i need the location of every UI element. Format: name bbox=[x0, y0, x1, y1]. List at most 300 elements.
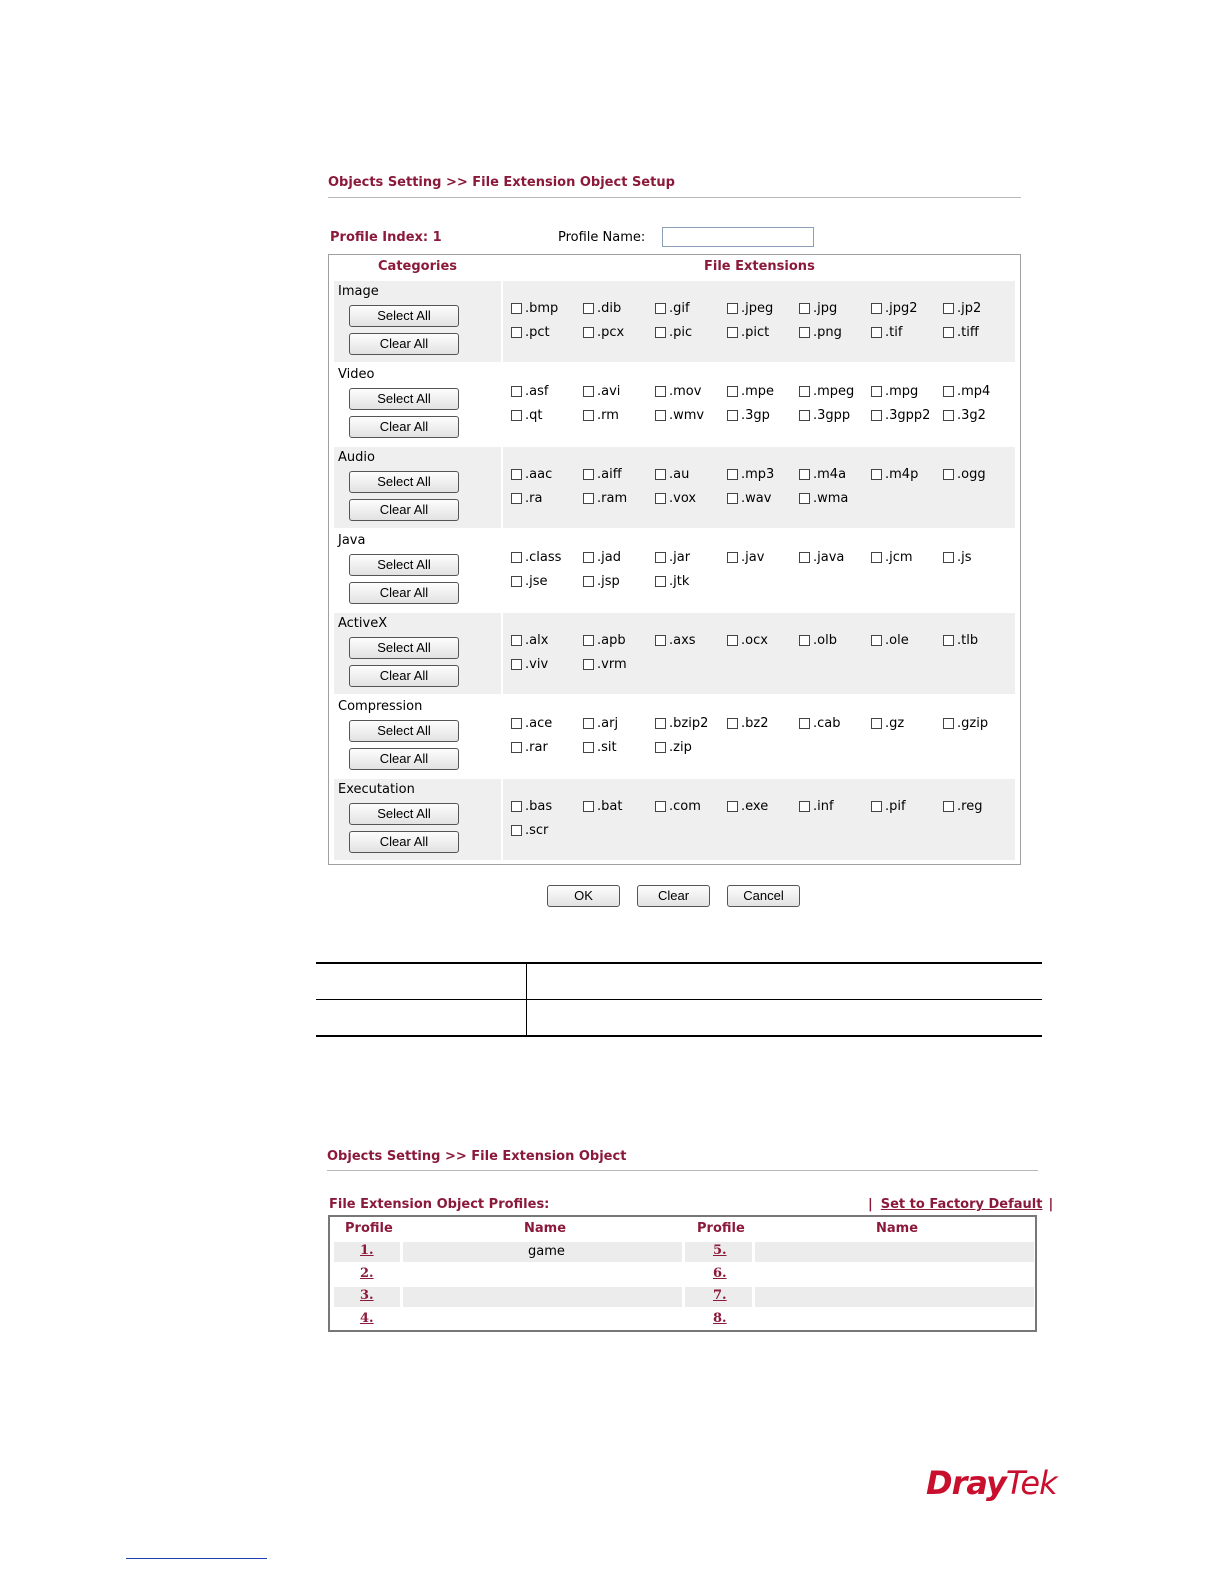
checkbox-box[interactable] bbox=[799, 493, 810, 504]
extension-checkbox[interactable] bbox=[727, 408, 770, 423]
extension-checkbox[interactable] bbox=[511, 467, 552, 482]
name-cell bbox=[403, 1310, 682, 1330]
extension-label: .bzip2 bbox=[669, 716, 709, 731]
extension-label: .pict bbox=[741, 325, 770, 340]
extension-checkbox[interactable] bbox=[655, 716, 708, 731]
extension-label: .qt bbox=[525, 408, 543, 423]
table-column-divider bbox=[526, 964, 527, 1035]
checkbox-box[interactable] bbox=[583, 493, 594, 504]
extension-checkbox[interactable] bbox=[727, 550, 764, 565]
clear-all-button[interactable]: Clear All bbox=[349, 748, 459, 770]
extension-label: .pic bbox=[669, 325, 693, 340]
extension-checkbox[interactable] bbox=[511, 716, 552, 731]
name-cell bbox=[755, 1265, 1034, 1285]
separator: | bbox=[1048, 1197, 1054, 1212]
extension-label: .ace bbox=[525, 716, 553, 731]
checkbox-box[interactable] bbox=[799, 469, 810, 480]
checkbox-box[interactable] bbox=[943, 327, 954, 338]
profile-name: game bbox=[528, 1244, 565, 1259]
extension-checkbox[interactable] bbox=[799, 799, 834, 814]
checkbox-box[interactable] bbox=[583, 576, 594, 587]
profile-link[interactable]: 5. bbox=[713, 1243, 727, 1258]
checkbox-box[interactable] bbox=[655, 576, 666, 587]
extension-label: .wma bbox=[813, 491, 849, 506]
checkbox-box[interactable] bbox=[511, 742, 522, 753]
checkbox-box[interactable] bbox=[943, 469, 954, 480]
extension-checkbox[interactable] bbox=[943, 325, 979, 340]
checkbox-box[interactable] bbox=[583, 327, 594, 338]
extension-cell bbox=[503, 530, 1015, 611]
checkbox-box[interactable] bbox=[727, 718, 738, 729]
extension-checkbox[interactable] bbox=[583, 467, 622, 482]
checkbox-box[interactable] bbox=[583, 552, 594, 563]
extension-label: .jp2 bbox=[957, 301, 982, 316]
checkbox-box[interactable] bbox=[727, 469, 738, 480]
category-cell bbox=[334, 779, 501, 860]
list-breadcrumb: Objects Setting >> File Extension Object bbox=[327, 1149, 627, 1164]
table-top-rule bbox=[316, 962, 1042, 964]
checkbox-box[interactable] bbox=[871, 635, 882, 646]
extension-checkbox[interactable] bbox=[943, 716, 988, 731]
checkbox-box[interactable] bbox=[655, 718, 666, 729]
extension-label: .viv bbox=[525, 657, 549, 672]
extension-checkbox[interactable] bbox=[511, 799, 552, 814]
extension-checkbox[interactable] bbox=[871, 467, 918, 482]
extension-label: .jtk bbox=[669, 574, 690, 589]
extension-cell bbox=[503, 447, 1015, 528]
extension-checkbox[interactable] bbox=[583, 408, 619, 423]
extension-checkbox[interactable] bbox=[727, 491, 771, 506]
extension-checkbox[interactable] bbox=[727, 716, 768, 731]
category-cell bbox=[334, 613, 501, 694]
extension-label: .tlb bbox=[957, 633, 979, 648]
profile-name-input[interactable] bbox=[662, 227, 814, 247]
extension-label: .mp3 bbox=[741, 467, 775, 482]
clear-all-button[interactable]: Clear All bbox=[349, 665, 459, 687]
profile-index: Profile Index: 1 bbox=[330, 230, 442, 245]
profile-link[interactable]: 7. bbox=[713, 1288, 727, 1303]
checkbox-box[interactable] bbox=[583, 742, 594, 753]
ok-button[interactable]: OK bbox=[547, 885, 620, 907]
profile-link[interactable]: 3. bbox=[360, 1288, 374, 1303]
extension-label: .mov bbox=[669, 384, 702, 399]
extension-checkbox[interactable] bbox=[655, 325, 692, 340]
extension-checkbox[interactable] bbox=[799, 491, 848, 506]
extension-checkbox[interactable] bbox=[871, 384, 918, 399]
checkbox-box[interactable] bbox=[511, 303, 522, 314]
name-cell bbox=[755, 1242, 1034, 1262]
extension-checkbox[interactable] bbox=[655, 408, 704, 423]
extension-checkbox[interactable] bbox=[655, 550, 690, 565]
col-header-name: Name bbox=[876, 1221, 919, 1236]
extension-label: .scr bbox=[525, 823, 549, 838]
profile-link[interactable]: 4. bbox=[360, 1311, 374, 1326]
extension-checkbox[interactable] bbox=[511, 657, 548, 672]
extension-checkbox[interactable] bbox=[799, 384, 854, 399]
profile-link[interactable]: 6. bbox=[713, 1266, 727, 1281]
extension-label: .mp4 bbox=[957, 384, 991, 399]
checkbox-box[interactable] bbox=[799, 386, 810, 397]
checkbox-box[interactable] bbox=[583, 801, 594, 812]
categories-header: Categories bbox=[378, 259, 458, 274]
logo-text-tek: Tek bbox=[1005, 1464, 1057, 1502]
col-header-profile: Profile bbox=[697, 1221, 745, 1236]
extension-checkbox[interactable] bbox=[583, 325, 624, 340]
extension-label: .sit bbox=[597, 740, 617, 755]
extension-label: .jad bbox=[597, 550, 621, 565]
extension-checkbox[interactable] bbox=[583, 384, 620, 399]
extension-cell bbox=[503, 779, 1015, 860]
extension-label: .bas bbox=[525, 799, 553, 814]
checkbox-box[interactable] bbox=[871, 718, 882, 729]
extension-checkbox[interactable] bbox=[511, 408, 542, 423]
extension-checkbox[interactable] bbox=[511, 491, 542, 506]
extension-cell bbox=[503, 696, 1015, 777]
checkbox-box[interactable] bbox=[655, 801, 666, 812]
logo-text-dray: Dray bbox=[926, 1464, 1006, 1502]
checkbox-box[interactable] bbox=[943, 718, 954, 729]
extension-checkbox[interactable] bbox=[799, 408, 850, 423]
checkbox-box[interactable] bbox=[727, 410, 738, 421]
extension-label: .com bbox=[669, 799, 701, 814]
select-all-button[interactable]: Select All bbox=[349, 803, 459, 825]
extension-label: .ole bbox=[885, 633, 909, 648]
checkbox-box[interactable] bbox=[655, 635, 666, 646]
checkbox-box[interactable] bbox=[943, 801, 954, 812]
checkbox-box[interactable] bbox=[943, 386, 954, 397]
checkbox-box[interactable] bbox=[799, 327, 810, 338]
extension-label: .3g2 bbox=[957, 408, 986, 423]
extension-checkbox[interactable] bbox=[583, 574, 620, 589]
extension-checkbox[interactable] bbox=[655, 491, 696, 506]
extension-label: .olb bbox=[813, 633, 837, 648]
table-bottom-rule bbox=[316, 1035, 1042, 1037]
extension-checkbox[interactable] bbox=[727, 325, 769, 340]
profile-link[interactable]: 1. bbox=[360, 1243, 374, 1258]
extension-checkbox[interactable] bbox=[583, 491, 627, 506]
select-all-button[interactable]: Select All bbox=[349, 388, 459, 410]
checkbox-box[interactable] bbox=[511, 469, 522, 480]
extension-checkbox[interactable] bbox=[943, 467, 986, 482]
extension-label: .rm bbox=[597, 408, 619, 423]
extension-label: .jpg bbox=[813, 301, 838, 316]
checkbox-box[interactable] bbox=[727, 386, 738, 397]
extension-label: .cab bbox=[813, 716, 841, 731]
checkbox-box[interactable] bbox=[871, 303, 882, 314]
extension-checkbox[interactable] bbox=[511, 823, 548, 838]
extension-checkbox[interactable] bbox=[871, 633, 909, 648]
checkbox-box[interactable] bbox=[511, 386, 522, 397]
profile-link[interactable]: 8. bbox=[713, 1311, 727, 1326]
extension-checkbox[interactable] bbox=[511, 633, 548, 648]
table-row bbox=[334, 1287, 1034, 1307]
extension-checkbox[interactable] bbox=[871, 408, 930, 423]
extension-label: .rar bbox=[525, 740, 548, 755]
extension-label: .avi bbox=[597, 384, 621, 399]
extension-checkbox[interactable] bbox=[871, 799, 906, 814]
extension-checkbox[interactable] bbox=[583, 657, 627, 672]
checkbox-box[interactable] bbox=[871, 469, 882, 480]
checkbox-box[interactable] bbox=[727, 801, 738, 812]
extension-cell bbox=[503, 613, 1015, 694]
select-all-button[interactable]: Select All bbox=[349, 305, 459, 327]
extension-checkbox[interactable] bbox=[871, 325, 902, 340]
extension-label: .gif bbox=[669, 301, 690, 316]
extension-checkbox[interactable] bbox=[655, 467, 689, 482]
extension-label: .vrm bbox=[597, 657, 627, 672]
extension-label: .wmv bbox=[669, 408, 705, 423]
checkbox-box[interactable] bbox=[727, 303, 738, 314]
separator: | bbox=[868, 1197, 873, 1212]
checkbox-box[interactable] bbox=[799, 718, 810, 729]
category-name: Image bbox=[338, 284, 379, 299]
extension-label: .bmp bbox=[525, 301, 559, 316]
checkbox-box[interactable] bbox=[583, 659, 594, 670]
checkbox-box[interactable] bbox=[655, 303, 666, 314]
extension-checkbox[interactable] bbox=[799, 301, 837, 316]
extension-label: .class bbox=[525, 550, 562, 565]
extension-checkbox[interactable] bbox=[655, 633, 696, 648]
checkbox-box[interactable] bbox=[943, 552, 954, 563]
extension-label: .js bbox=[957, 550, 972, 565]
extension-checkbox[interactable] bbox=[511, 325, 550, 340]
extension-checkbox[interactable] bbox=[511, 740, 548, 755]
extension-checkbox[interactable] bbox=[655, 574, 689, 589]
category-name: Executation bbox=[338, 782, 415, 797]
category-name: Compression bbox=[338, 699, 423, 714]
checkbox-box[interactable] bbox=[511, 801, 522, 812]
extension-label: .apb bbox=[597, 633, 626, 648]
extension-label: .gzip bbox=[957, 716, 989, 731]
extension-label: .m4p bbox=[885, 467, 919, 482]
extension-label: .gz bbox=[885, 716, 905, 731]
extension-checkbox[interactable] bbox=[583, 301, 621, 316]
extension-label: .mpeg bbox=[813, 384, 855, 399]
extension-checkbox[interactable] bbox=[943, 550, 972, 565]
name-cell bbox=[403, 1265, 682, 1285]
category-cell bbox=[334, 696, 501, 777]
clear-all-button[interactable]: Clear All bbox=[349, 831, 459, 853]
extension-checkbox[interactable] bbox=[583, 716, 618, 731]
extension-label: .pcx bbox=[597, 325, 625, 340]
checkbox-box[interactable] bbox=[511, 552, 522, 563]
extension-checkbox[interactable] bbox=[799, 633, 837, 648]
table-row bbox=[334, 1310, 1034, 1330]
footer-line bbox=[126, 1558, 267, 1559]
extension-checkbox[interactable] bbox=[655, 384, 701, 399]
checkbox-box[interactable] bbox=[655, 742, 666, 753]
checkbox-box[interactable] bbox=[799, 410, 810, 421]
extension-cell bbox=[503, 281, 1015, 362]
extension-label: .png bbox=[813, 325, 842, 340]
checkbox-box[interactable] bbox=[727, 493, 738, 504]
checkbox-box[interactable] bbox=[943, 303, 954, 314]
extension-checkbox[interactable] bbox=[655, 740, 692, 755]
file-extensions-header: File Extensions bbox=[704, 259, 815, 274]
table-row bbox=[334, 1265, 1034, 1285]
extension-checkbox[interactable] bbox=[943, 384, 990, 399]
checkbox-box[interactable] bbox=[871, 801, 882, 812]
draytek-logo bbox=[926, 1464, 1057, 1502]
category-name: Video bbox=[338, 367, 375, 382]
extension-label: .asf bbox=[525, 384, 549, 399]
category-cell bbox=[334, 447, 501, 528]
extension-label: .tif bbox=[885, 325, 903, 340]
checkbox-box[interactable] bbox=[655, 386, 666, 397]
extension-checkbox[interactable] bbox=[871, 301, 918, 316]
clear-all-button[interactable]: Clear All bbox=[349, 582, 459, 604]
checkbox-box[interactable] bbox=[943, 635, 954, 646]
extension-label: .bz2 bbox=[741, 716, 769, 731]
extension-label: .tiff bbox=[957, 325, 979, 340]
extension-label: .jar bbox=[669, 550, 691, 565]
checkbox-box[interactable] bbox=[511, 718, 522, 729]
select-all-button[interactable]: Select All bbox=[349, 554, 459, 576]
checkbox-box[interactable] bbox=[511, 493, 522, 504]
setup-breadcrumb: Objects Setting >> File Extension Object Setup bbox=[328, 175, 675, 190]
extension-checkbox[interactable] bbox=[727, 301, 773, 316]
category-cell bbox=[334, 364, 501, 445]
checkbox-box[interactable] bbox=[511, 659, 522, 670]
col-header-name: Name bbox=[524, 1221, 567, 1236]
extension-checkbox[interactable] bbox=[799, 716, 841, 731]
extension-label: .jpeg bbox=[741, 301, 774, 316]
profiles-label: File Extension Object Profiles: bbox=[329, 1197, 550, 1212]
extension-checkbox[interactable] bbox=[727, 799, 768, 814]
list-divider bbox=[327, 1170, 1038, 1171]
checkbox-box[interactable] bbox=[799, 801, 810, 812]
checkbox-box[interactable] bbox=[727, 327, 738, 338]
select-all-button[interactable]: Select All bbox=[349, 720, 459, 742]
extension-label: .alx bbox=[525, 633, 549, 648]
clear-button[interactable]: Clear bbox=[637, 885, 710, 907]
checkbox-box[interactable] bbox=[799, 303, 810, 314]
checkbox-box[interactable] bbox=[511, 410, 522, 421]
extension-checkbox[interactable] bbox=[799, 467, 846, 482]
checkbox-box[interactable] bbox=[583, 303, 594, 314]
checkbox-box[interactable] bbox=[511, 327, 522, 338]
extension-checkbox[interactable] bbox=[943, 408, 986, 423]
name-cell bbox=[755, 1287, 1034, 1307]
extension-checkbox[interactable] bbox=[655, 301, 690, 316]
checkbox-box[interactable] bbox=[799, 552, 810, 563]
extension-checkbox[interactable] bbox=[655, 799, 701, 814]
extension-checkbox[interactable] bbox=[943, 633, 978, 648]
checkbox-box[interactable] bbox=[871, 552, 882, 563]
checkbox-box[interactable] bbox=[511, 576, 522, 587]
extension-label: .3gp bbox=[741, 408, 770, 423]
extension-checkbox[interactable] bbox=[871, 716, 904, 731]
extension-label: .au bbox=[669, 467, 690, 482]
checkbox-box[interactable] bbox=[583, 469, 594, 480]
factory-default-area bbox=[868, 1197, 1053, 1212]
checkbox-box[interactable] bbox=[583, 410, 594, 421]
checkbox-box[interactable] bbox=[511, 635, 522, 646]
extension-label: .axs bbox=[669, 633, 696, 648]
checkbox-box[interactable] bbox=[583, 386, 594, 397]
extension-checkbox[interactable] bbox=[511, 574, 548, 589]
checkbox-box[interactable] bbox=[655, 493, 666, 504]
extension-label: .3gpp2 bbox=[885, 408, 931, 423]
extension-label: .jpg2 bbox=[885, 301, 918, 316]
extension-checkbox[interactable] bbox=[511, 384, 548, 399]
extension-checkbox[interactable] bbox=[799, 550, 844, 565]
extension-checkbox[interactable] bbox=[943, 301, 981, 316]
extension-checkbox[interactable] bbox=[583, 740, 617, 755]
extension-checkbox[interactable] bbox=[583, 799, 622, 814]
checkbox-box[interactable] bbox=[871, 327, 882, 338]
extension-label: .wav bbox=[741, 491, 772, 506]
profile-name-label: Profile Name: bbox=[558, 230, 646, 245]
extension-label: .exe bbox=[741, 799, 769, 814]
extension-label: .pif bbox=[885, 799, 906, 814]
extension-label: .m4a bbox=[813, 467, 847, 482]
extension-checkbox[interactable] bbox=[511, 301, 558, 316]
clear-all-button[interactable]: Clear All bbox=[349, 499, 459, 521]
extension-checkbox[interactable] bbox=[583, 550, 621, 565]
cancel-button[interactable]: Cancel bbox=[727, 885, 800, 907]
checkbox-box[interactable] bbox=[655, 552, 666, 563]
profile-link[interactable]: 2. bbox=[360, 1266, 374, 1281]
extension-checkbox[interactable] bbox=[727, 467, 774, 482]
extension-label: .reg bbox=[957, 799, 983, 814]
extension-checkbox[interactable] bbox=[727, 633, 768, 648]
checkbox-box[interactable] bbox=[727, 635, 738, 646]
table-mid-rule bbox=[316, 999, 1042, 1000]
checkbox-box[interactable] bbox=[943, 410, 954, 421]
checkbox-box[interactable] bbox=[583, 718, 594, 729]
category-cell bbox=[334, 530, 501, 611]
extension-label: .aiff bbox=[597, 467, 622, 482]
checkbox-box[interactable] bbox=[871, 410, 882, 421]
extension-label: .aac bbox=[525, 467, 553, 482]
extension-label: .inf bbox=[813, 799, 834, 814]
extension-label: .vox bbox=[669, 491, 697, 506]
clear-all-button[interactable]: Clear All bbox=[349, 416, 459, 438]
extension-checkbox[interactable] bbox=[871, 550, 913, 565]
extension-checkbox[interactable] bbox=[799, 325, 842, 340]
extension-cell bbox=[503, 364, 1015, 445]
clear-all-button[interactable]: Clear All bbox=[349, 333, 459, 355]
extension-checkbox[interactable] bbox=[943, 799, 982, 814]
checkbox-box[interactable] bbox=[511, 825, 522, 836]
name-cell bbox=[403, 1287, 682, 1307]
select-all-button[interactable]: Select All bbox=[349, 471, 459, 493]
set-to-factory-default-link[interactable]: Set to Factory Default bbox=[880, 1197, 1043, 1212]
extension-label: .ocx bbox=[741, 633, 768, 648]
checkbox-box[interactable] bbox=[583, 635, 594, 646]
extension-label: .3gpp bbox=[813, 408, 851, 423]
checkbox-box[interactable] bbox=[871, 386, 882, 397]
extension-label: .ram bbox=[597, 491, 628, 506]
setup-divider bbox=[328, 197, 1021, 198]
name-cell bbox=[755, 1310, 1034, 1330]
checkbox-box[interactable] bbox=[655, 469, 666, 480]
category-name: Java bbox=[338, 533, 366, 548]
extension-label: .arj bbox=[597, 716, 619, 731]
extension-checkbox[interactable] bbox=[727, 384, 774, 399]
checkbox-box[interactable] bbox=[727, 552, 738, 563]
extension-label: .bat bbox=[597, 799, 623, 814]
checkbox-box[interactable] bbox=[655, 327, 666, 338]
checkbox-box[interactable] bbox=[799, 635, 810, 646]
extension-label: .zip bbox=[669, 740, 692, 755]
checkbox-box[interactable] bbox=[655, 410, 666, 421]
extension-label: .mpe bbox=[741, 384, 775, 399]
select-all-button[interactable]: Select All bbox=[349, 637, 459, 659]
extension-checkbox[interactable] bbox=[511, 550, 561, 565]
extension-checkbox[interactable] bbox=[583, 633, 626, 648]
